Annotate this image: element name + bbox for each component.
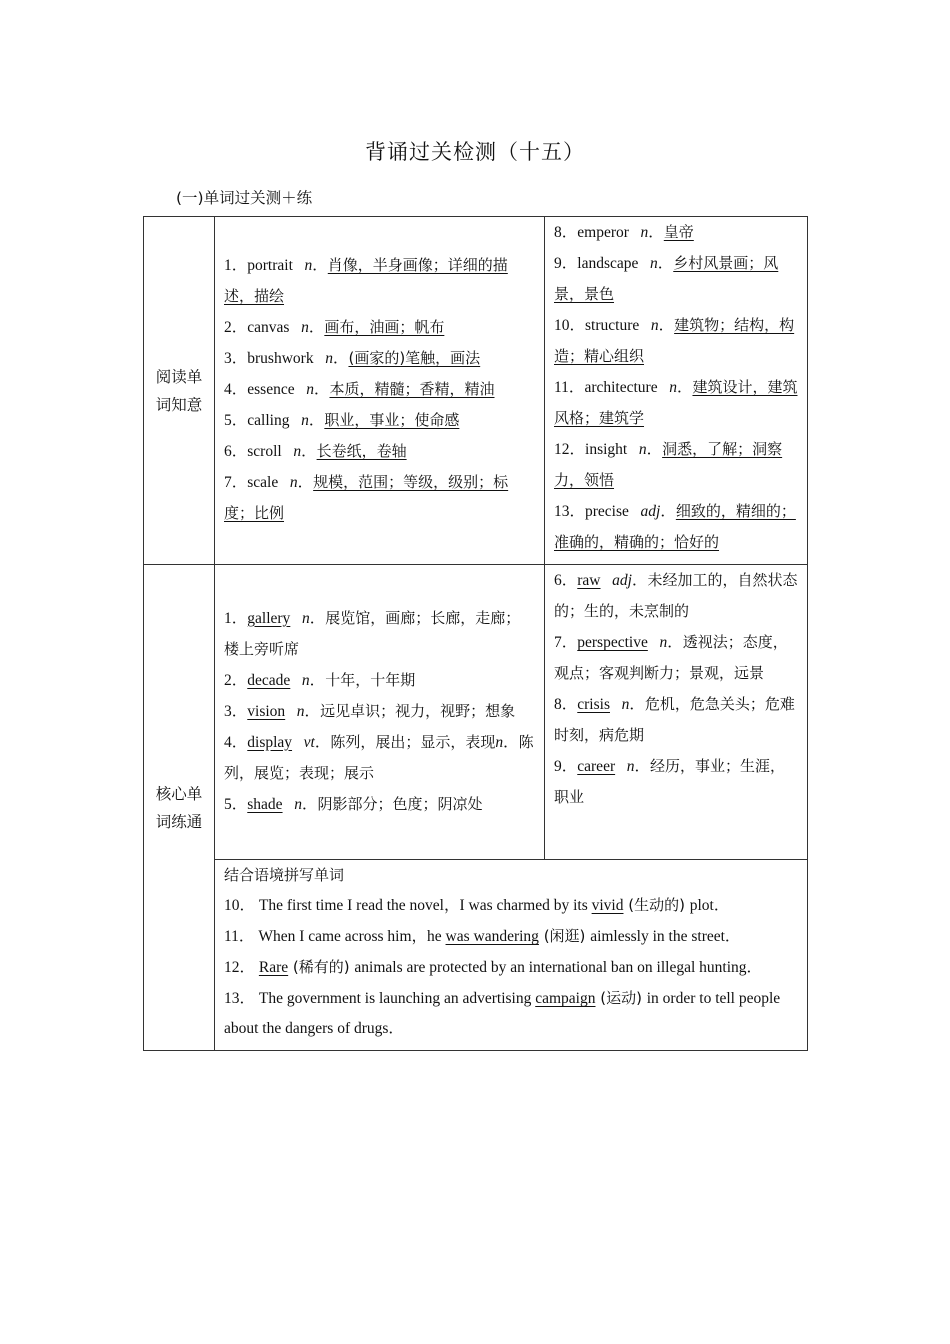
entry-definition: 肖像，半身画像；详细的描述，描绘 <box>224 256 508 305</box>
entry-pos: n <box>289 474 298 491</box>
entry-word: emperor <box>577 224 629 241</box>
entry-definition: 危机，危急关头；危难时刻，病危期 <box>554 695 795 744</box>
core-row <box>144 565 808 860</box>
sentence-before: The first time I read the novel，I was charmed by its <box>258 897 592 914</box>
entry-number: 4． <box>224 381 248 398</box>
vocab-entry: 2．decade n．十年，十年期 <box>224 670 416 689</box>
entry-word: portrait <box>247 257 293 274</box>
vocab-entry: 1．gallery n．展览馆，画廊；长廊，走廊；楼上旁听席 <box>224 608 521 658</box>
entry-definition: 展览馆，画廊；长廊，走廊；楼上旁听席 <box>224 608 521 658</box>
context-sentence <box>224 952 798 983</box>
entry-definition: 远见卓识；视力，视野；想象 <box>320 701 516 720</box>
context-row <box>144 860 808 1051</box>
vocab-entry: 8．crisis n．危机，危急关头；危难时刻，病危期 <box>554 695 795 744</box>
vocab-entry: 9．career n．经历，事业；生涯，职业 <box>554 757 786 806</box>
entry-pos: adj <box>640 503 661 520</box>
reading-left-cell <box>215 217 545 565</box>
context-sentence <box>224 890 798 921</box>
context-cell <box>215 860 808 1051</box>
entry-definition: 画布，油画；帆布 <box>324 318 445 336</box>
entry-number: 6． <box>554 572 578 589</box>
sentence-answer: Rare <box>258 959 289 976</box>
entry-definition: 经历，事业；生涯，职业 <box>554 757 786 806</box>
vocab-entry: 11．architecture n．建筑设计，建筑风格；建筑学 <box>554 378 798 427</box>
core-right-cell <box>545 565 808 860</box>
entry-definition: 皇帝 <box>663 223 694 241</box>
entry-pos: n <box>301 319 309 336</box>
context-header: 结合语境拼写单词 <box>224 866 345 884</box>
entry-pos: n <box>301 671 310 689</box>
vocab-entry: 4．essence n．本质，精髓；香精，精油 <box>224 380 495 398</box>
entry-definition: 阴影部分；色度；阴凉处 <box>317 794 483 813</box>
entry-pos: n <box>293 443 302 460</box>
entry-definition: 建筑设计，建筑风格；建筑学 <box>554 378 798 427</box>
entry-word: display <box>247 733 293 751</box>
entry-definition: (画家的)笔触，画法 <box>348 349 481 367</box>
entry-word: perspective <box>577 634 648 651</box>
reading-right-cell <box>545 217 808 565</box>
entry-word: insight <box>585 441 628 458</box>
entry-number: 3． <box>224 350 248 367</box>
vocab-entry: 13．precise adj．细致的，精细的；准确的，精确的；恰好的 <box>554 502 796 551</box>
entry-number: 3． <box>224 702 248 720</box>
vocab-entry: 9．landscape n．乡村风景画；风景，景色 <box>554 254 779 303</box>
sentence-answer: campaign <box>535 990 596 1007</box>
sentence-after: animals are protected by an international ban on illegal hunting． <box>354 959 763 976</box>
entry-word: decade <box>247 671 291 689</box>
core-left-cell <box>215 565 545 860</box>
entry-word: shade <box>247 795 283 813</box>
vocab-entry: 4．display vt．陈列，展出；显示，表现n．陈列，展览；表现；展示 <box>224 732 534 782</box>
entry-word: vision <box>247 702 286 720</box>
entry-number: 11． <box>554 379 585 396</box>
vocab-entry: 12．insight n．洞悉，了解；洞察力，领悟 <box>554 440 783 489</box>
entry-word: career <box>577 758 616 775</box>
entry-number: 1． <box>224 609 248 627</box>
sentence-number: 11． <box>224 928 255 945</box>
sentence-number: 10． <box>224 897 256 914</box>
vocab-entry: 5．shade n．阴影部分；色度；阴凉处 <box>224 794 483 813</box>
entry-pos: n <box>621 696 630 713</box>
page-title: 背诵过关检测（十五） <box>365 140 585 164</box>
entry-number: 7． <box>554 634 578 651</box>
sentence-hint: (闲逛) <box>538 927 591 945</box>
entry-word: crisis <box>577 696 610 713</box>
entry-word: brushwork <box>247 350 314 367</box>
entry-number: 2． <box>224 319 248 336</box>
entry-pos: n <box>650 255 658 272</box>
entry-pos: vt <box>303 733 315 751</box>
core-header: 核心单词练通 <box>144 565 215 1051</box>
sentence-hint: (运动) <box>595 989 647 1007</box>
sentence-before: The government is launching an advertising <box>258 990 536 1007</box>
entry-definition: 陈列，展出；显示，表现 <box>330 732 496 751</box>
sentence-number: 12． <box>224 959 256 976</box>
entry-definition: 洞悉，了解；洞察力，领悟 <box>554 440 783 489</box>
vocab-entry: 1．portrait n．肖像，半身画像；详细的描述，描绘 <box>224 256 508 305</box>
sentence-hint: (稀有的) <box>288 958 355 976</box>
entry-pos: n <box>296 702 305 720</box>
sentence-after: in order to tell people about the dangers of drugs． <box>224 990 781 1037</box>
entry-pos: n <box>659 634 668 651</box>
entry-word: scale <box>247 474 279 491</box>
vocab-entry: 3．vision n．远见卓识；视力，视野；想象 <box>224 701 516 720</box>
entry-number: 9． <box>554 758 578 775</box>
entry-definition: 本质，精髓；香精，精油 <box>329 380 495 398</box>
entry-number: 2． <box>224 671 248 689</box>
vocab-entry: 8．emperor n．皇帝 <box>554 223 694 241</box>
context-sentence <box>224 983 798 1044</box>
section-label: (一)单词过关测＋练 <box>176 189 313 207</box>
entry-number: 9． <box>554 255 578 272</box>
entry-word: essence <box>247 381 295 398</box>
entry-word: architecture <box>584 379 658 396</box>
vocab-entry: 6．scroll n．长卷纸，卷轴 <box>224 442 407 460</box>
entry-word: gallery <box>247 609 291 627</box>
entry-pos: n <box>304 257 313 274</box>
entry-number: 4． <box>224 733 248 751</box>
sentence-answer: vivid <box>591 897 624 914</box>
vocab-entry: 3．brushwork n．(画家的)笔触，画法 <box>224 349 481 367</box>
vocabulary-table <box>143 216 808 1051</box>
vocab-entry: 7．scale n．规模，范围；等级，级别；标度；比例 <box>224 473 509 522</box>
entry-word: structure <box>585 317 640 334</box>
entry-pos: n <box>495 733 504 751</box>
entry-definition: 十年，十年期 <box>325 670 416 689</box>
entry-number: 7． <box>224 474 248 491</box>
reading-header: 阅读单词知意 <box>144 217 215 565</box>
sentence-before: When I came across him，he <box>258 928 446 945</box>
entry-pos: n <box>301 609 310 627</box>
entry-definition: 未经加工的，自然状态的；生的，未烹制的 <box>554 571 798 620</box>
entry-pos: n <box>640 224 649 241</box>
vocab-entry: 2．canvas n．画布，油画；帆布 <box>224 318 445 336</box>
sentence-after: plot． <box>689 897 730 914</box>
entry-pos: n <box>301 412 309 429</box>
entry-definition: 乡村风景画；风景，景色 <box>554 254 779 303</box>
entry-pos: n <box>294 795 302 813</box>
entry-number: 1． <box>224 257 248 274</box>
vocab-entry: 7．perspective n．透视法；态度，观点；客观判断力；景观，远景 <box>554 633 788 682</box>
sentence-hint: (生动的) <box>623 896 690 914</box>
entry-definition: 职业，事业；使命感 <box>324 411 460 429</box>
entry-word: landscape <box>577 255 639 272</box>
entry-number: 10． <box>554 317 586 334</box>
context-sentence <box>224 921 798 952</box>
entry-pos: n <box>626 758 635 775</box>
entry-definition: 细致的，精细的；准确的，精确的；恰好的 <box>554 502 796 551</box>
entry-word: scroll <box>247 443 282 460</box>
entry-pos: n <box>669 379 677 396</box>
entry-number: 5． <box>224 795 248 813</box>
entry-number: 13． <box>554 503 586 520</box>
entry-word: precise <box>585 503 629 520</box>
entry-pos: n <box>306 381 314 398</box>
entry-definition: 陈列，展览；表现；展示 <box>224 732 534 782</box>
entry-pos: n <box>325 350 333 367</box>
sentence-answer: was wandering <box>445 928 539 945</box>
vocab-entry: 10．structure n．建筑物；结构，构造；精心组织 <box>554 316 795 365</box>
entry-number: 6． <box>224 443 248 460</box>
entry-pos: n <box>638 441 647 458</box>
entry-definition: 透视法；态度，观点；客观判断力；景观，远景 <box>554 633 788 682</box>
entry-word: raw <box>577 572 601 589</box>
entry-number: 5． <box>224 412 248 429</box>
sentence-after: aimlessly in the street． <box>590 928 741 945</box>
entry-number: 8． <box>554 224 578 241</box>
entry-word: canvas <box>247 319 290 336</box>
vocab-entry: 5．calling n．职业，事业；使命感 <box>224 411 460 429</box>
entry-definition: 建筑物；结构，构造；精心组织 <box>554 316 795 365</box>
entry-number: 12． <box>554 441 586 458</box>
entry-definition: 长卷纸，卷轴 <box>316 442 407 460</box>
sentence-number: 13． <box>224 990 256 1007</box>
vocab-entry: 6．raw adj．未经加工的，自然状态的；生的，未烹制的 <box>554 571 798 620</box>
entry-definition: 规模，范围；等级，级别；标度；比例 <box>224 473 509 522</box>
entry-number: 8． <box>554 696 578 713</box>
entry-word: calling <box>247 412 290 429</box>
entry-pos: adj <box>612 572 632 589</box>
reading-row <box>144 217 808 565</box>
entry-pos: n <box>650 317 659 334</box>
